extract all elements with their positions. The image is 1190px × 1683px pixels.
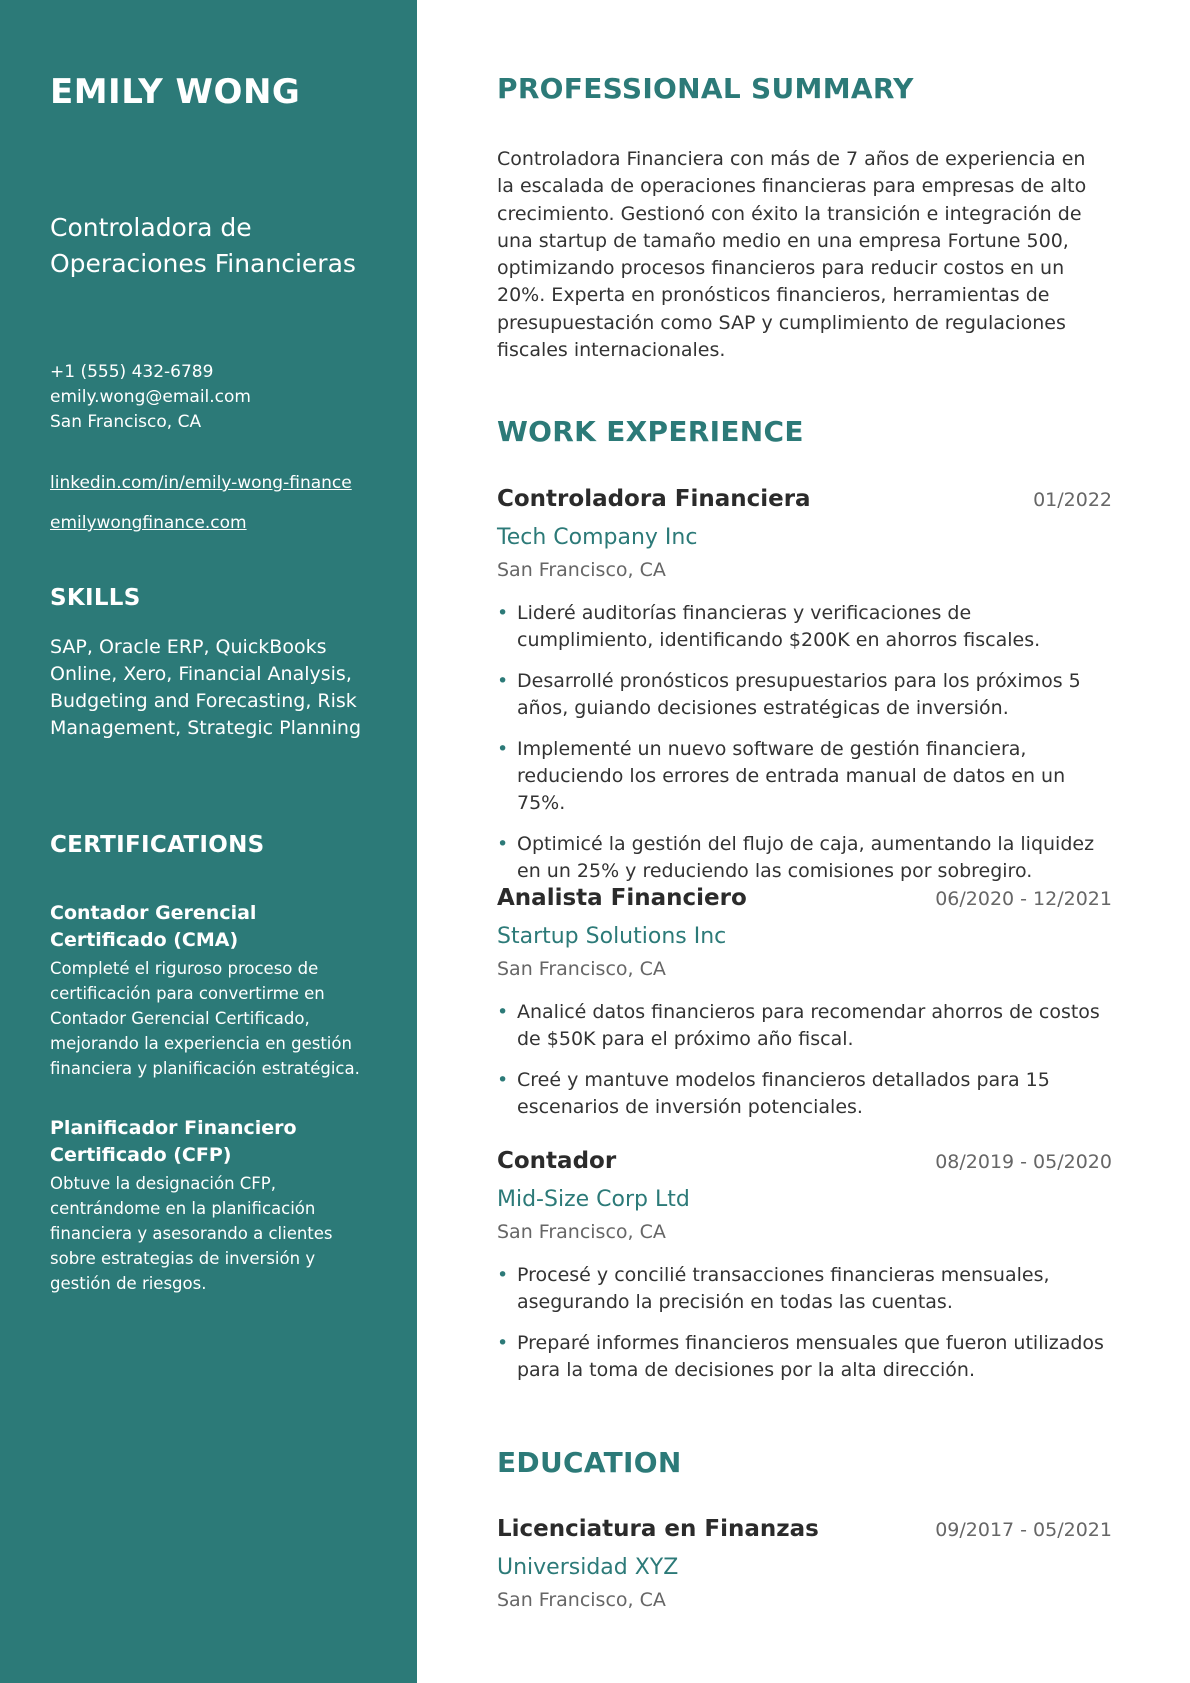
company-name: Startup Solutions Inc	[497, 924, 727, 949]
certification-name: Contador Gerencial Certificado (CMA)	[50, 902, 257, 951]
email: emily.wong@email.com	[50, 387, 251, 407]
list-item	[497, 999, 1112, 1053]
bullet-icon: •	[497, 1332, 509, 1354]
job-location: San Francisco, CA	[497, 958, 666, 980]
list-item	[497, 1067, 1112, 1121]
sidebar	[0, 0, 417, 1683]
main-content	[417, 0, 1190, 1683]
job-date: 08/2019 - 05/2020	[935, 1151, 1112, 1173]
job-title: Analista Financiero	[497, 885, 747, 911]
candidate-name: EMILY WONG	[50, 72, 301, 112]
job-location: San Francisco, CA	[497, 1221, 666, 1243]
list-item	[497, 1262, 1112, 1316]
list-item	[497, 831, 1112, 885]
education-heading: EDUCATION	[497, 1446, 682, 1479]
phone: +1 (555) 432-6789	[50, 362, 214, 382]
job-title: Controladora Financiera	[497, 486, 811, 512]
bullet-text: Procesé y concilié transacciones financieras mensuales, asegurando la precisión en todas las cuentas.	[517, 1264, 1050, 1313]
bullet-icon: •	[497, 738, 509, 760]
contact-info	[50, 360, 251, 435]
company-name: Tech Company Inc	[497, 525, 698, 550]
company-name: Mid-Size Corp Ltd	[497, 1187, 690, 1212]
school-name: Universidad XYZ	[497, 1555, 679, 1580]
certification-description: Obtuve la designación CFP, centrándome en la planificación financiera y asesorando a clientes sobre estrategias de inversión y gestión de riesgos.	[50, 1174, 333, 1293]
summary-heading: PROFESSIONAL SUMMARY	[497, 72, 914, 105]
summary-text: Controladora Financiera con más de 7 años de experiencia en la escalada de operaciones financieras para empresas de alto crecimiento. Gestionó con éxito la transición e integración de una startup de tamaño medio en una empresa Fortune 500, optimizando procesos financieros para reducir costos en un 20%. Experta en pronósticos financieros, herramientas de presupuestación como SAP y cumplimiento de regulaciones fiscales internacionales.	[497, 148, 1087, 362]
job-date: 01/2022	[1033, 489, 1112, 511]
certification-item	[50, 1115, 370, 1296]
job-title: Contador	[497, 1148, 617, 1174]
bullet-icon: •	[497, 602, 509, 624]
job-bullets	[497, 600, 1112, 885]
website-link[interactable]: emilywongfinance.com	[50, 513, 247, 533]
school-location: San Francisco, CA	[497, 1589, 666, 1611]
bullet-icon: •	[497, 833, 509, 855]
bullet-icon: •	[497, 1069, 509, 1091]
bullet-text: Implementé un nuevo software de gestión financiera, reduciendo los errores de entrada manual de datos en un 75%.	[517, 738, 1066, 814]
education-entry	[497, 1516, 1112, 1616]
certification-item	[50, 900, 370, 1081]
bullet-icon: •	[497, 1264, 509, 1286]
skills-heading: SKILLS	[50, 585, 141, 611]
degree-title: Licenciatura en Finanzas	[497, 1516, 819, 1542]
job-bullets	[497, 1262, 1112, 1384]
job-entry	[497, 486, 1112, 899]
bullet-icon: •	[497, 1001, 509, 1023]
list-item	[497, 668, 1112, 722]
education-date: 09/2017 - 05/2021	[935, 1519, 1112, 1541]
certification-description: Completé el riguroso proceso de certificación para convertirme en Contador Gerencial Certificado, mejorando la experiencia en gestión financiera y planificación estratégica.	[50, 959, 360, 1078]
bullet-text: Desarrollé pronósticos presupuestarios para los próximos 5 años, guiando decisiones estratégicas de inversión.	[517, 670, 1081, 719]
links	[50, 470, 352, 550]
experience-heading: WORK EXPERIENCE	[497, 415, 804, 448]
bullet-text: Analicé datos financieros para recomendar ahorros de costos de $50K para el próximo año fiscal.	[517, 1001, 1100, 1050]
job-bullets	[497, 999, 1112, 1121]
bullet-icon: •	[497, 670, 509, 692]
list-item	[497, 600, 1112, 654]
bullet-text: Creé y mantuve modelos financieros detallados para 15 escenarios de inversión potenciales.	[517, 1069, 1050, 1118]
skills-text: SAP, Oracle ERP, QuickBooks Online, Xero, Financial Analysis, Budgeting and Forecasting, Risk Management, Strategic Planning	[50, 636, 362, 739]
bullet-text: Lideré auditorías financieras y verificaciones de cumplimiento, identificando $200K en ahorros fiscales.	[517, 602, 1041, 651]
bullet-text: Optimicé la gestión del flujo de caja, aumentando la liquidez en un 25% y reduciendo las comisiones por sobregiro.	[517, 833, 1095, 882]
job-entry	[497, 885, 1112, 1135]
list-item	[497, 1330, 1112, 1384]
job-date: 06/2020 - 12/2021	[935, 888, 1112, 910]
bullet-text: Preparé informes financieros mensuales que fueron utilizados para la toma de decisiones por la alta dirección.	[517, 1332, 1104, 1381]
linkedin-link[interactable]: linkedin.com/in/emily-wong-finance	[50, 473, 352, 493]
certification-name: Planificador Financiero Certificado (CFP)	[50, 1117, 297, 1166]
certifications-heading: CERTIFICATIONS	[50, 832, 265, 858]
list-item	[497, 736, 1112, 817]
job-entry	[497, 1148, 1112, 1398]
candidate-title: Controladora de Operaciones Financieras	[50, 213, 356, 278]
location: San Francisco, CA	[50, 412, 202, 432]
job-location: San Francisco, CA	[497, 559, 666, 581]
